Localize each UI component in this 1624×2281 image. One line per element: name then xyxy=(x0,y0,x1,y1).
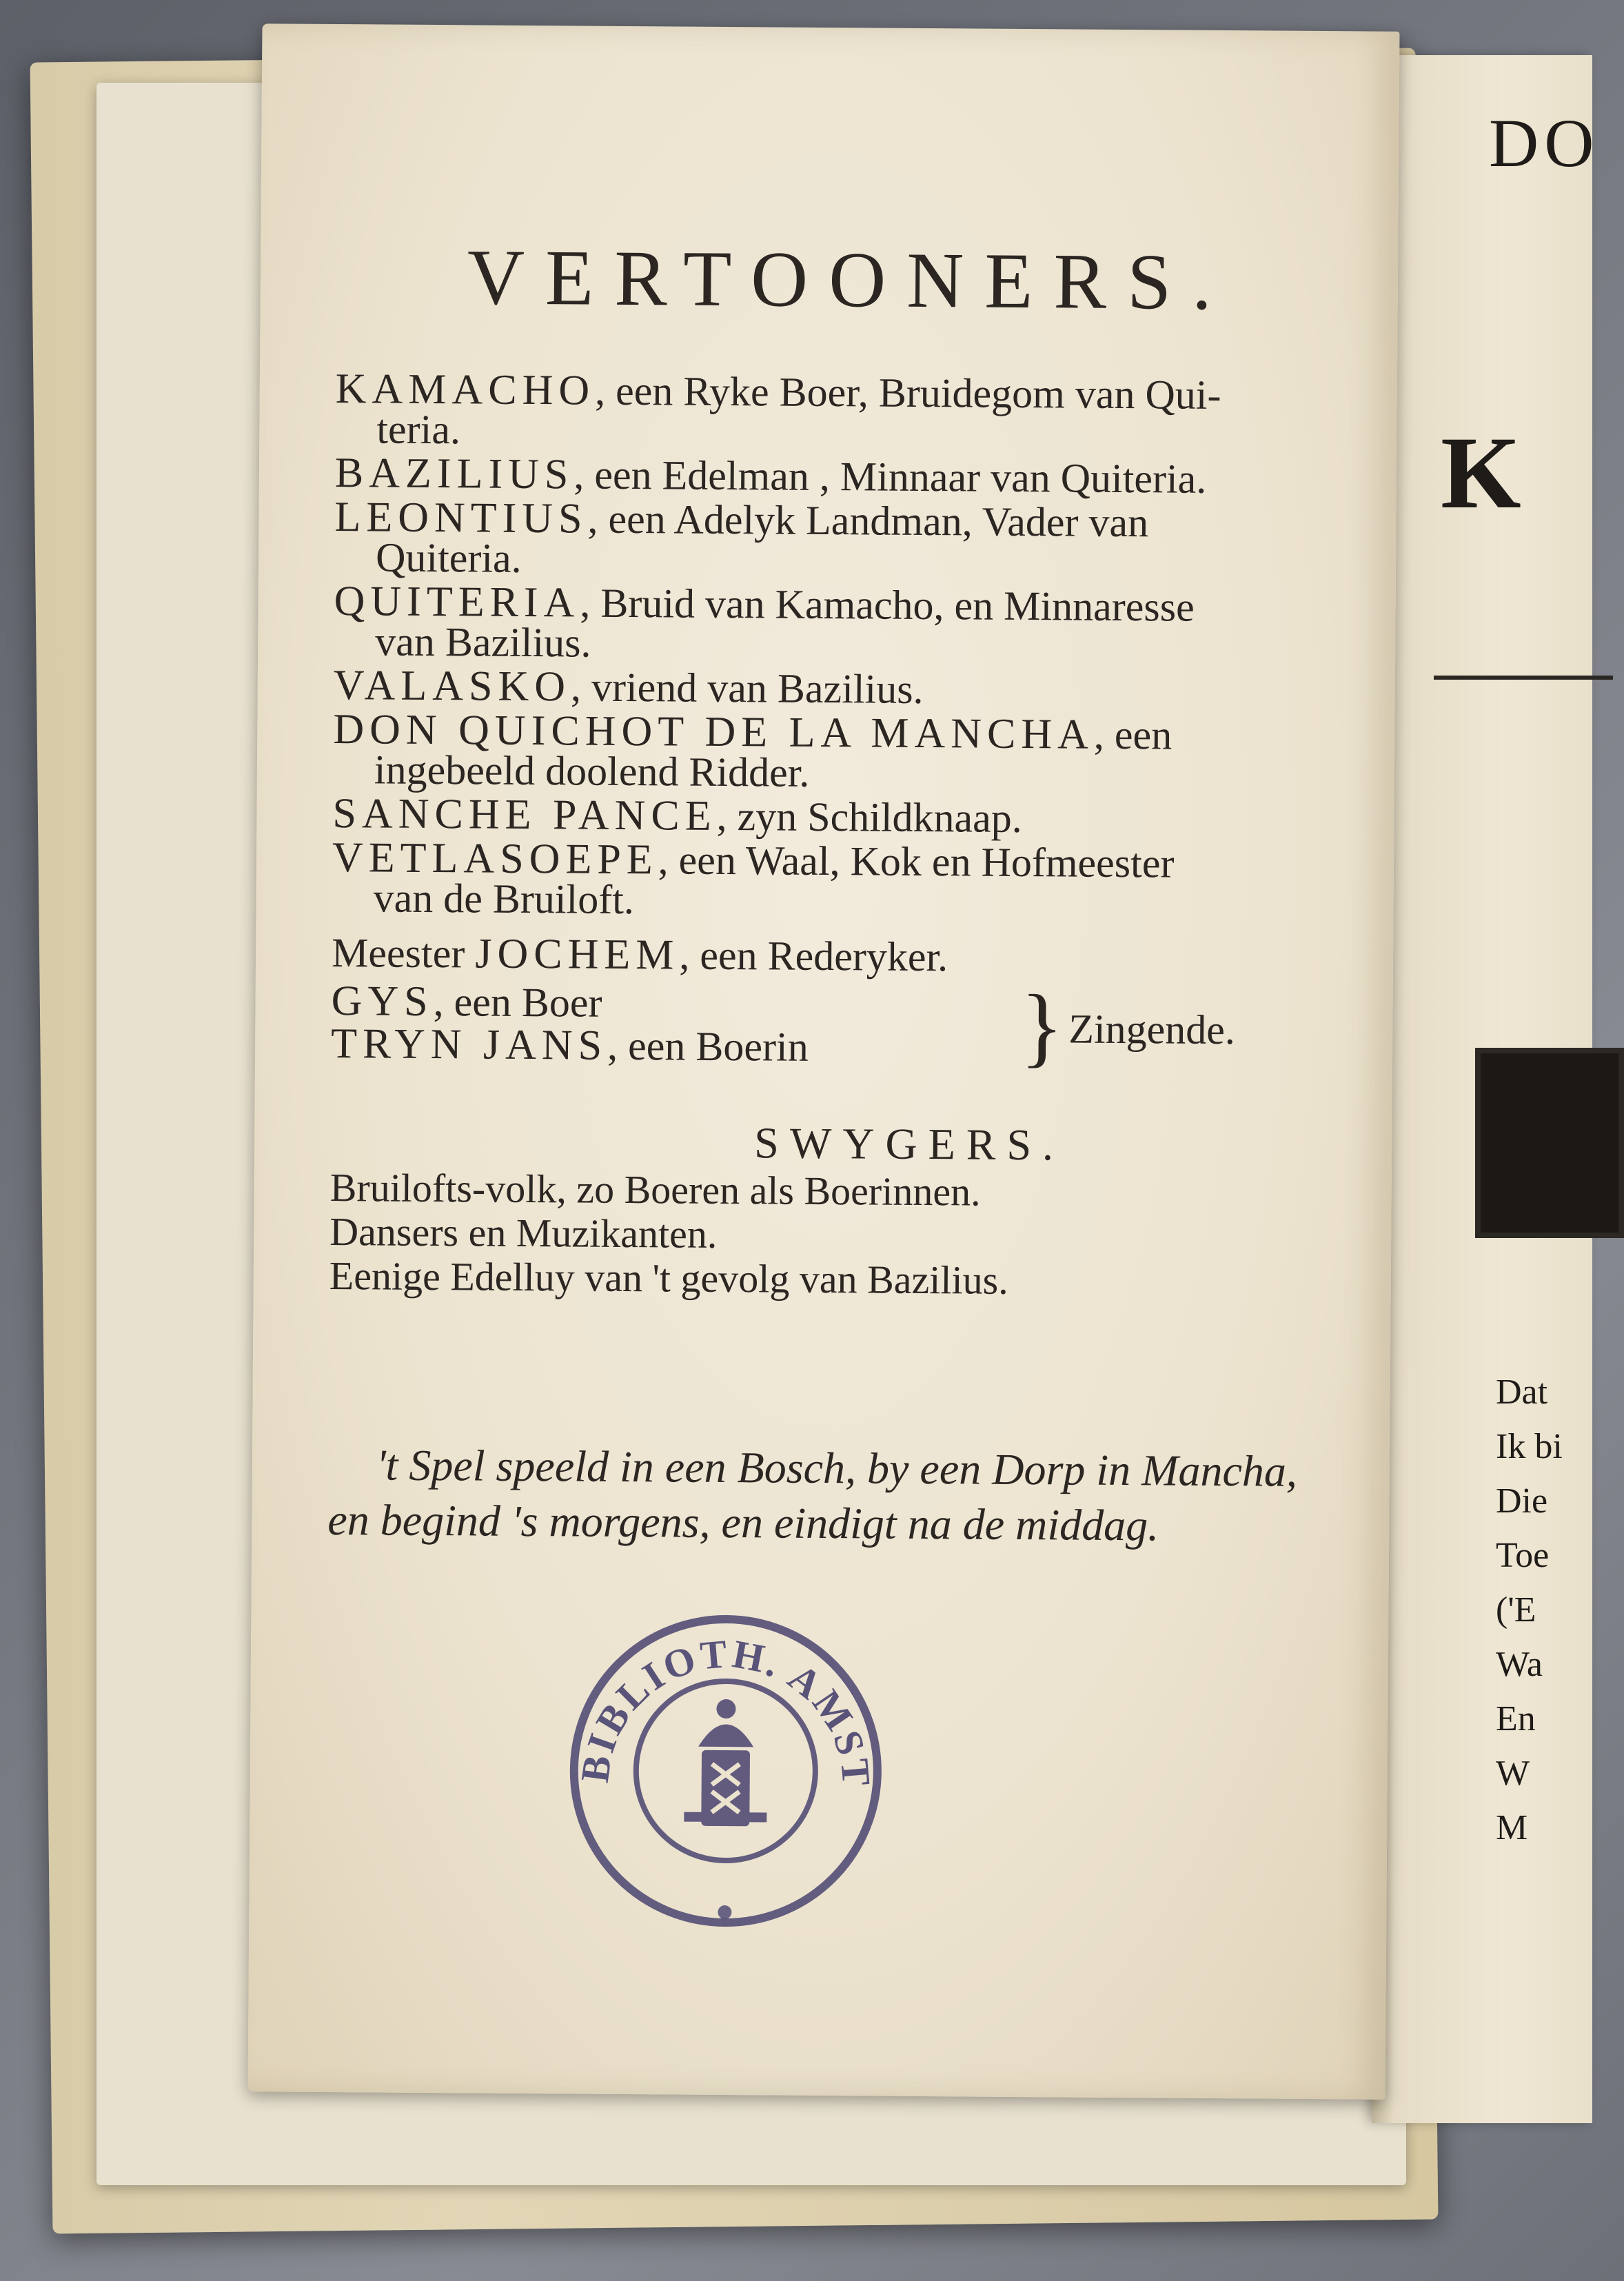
role-desc: , een Ryke Boer, Bruidegom van Qui- xyxy=(594,367,1221,418)
role-entry xyxy=(332,834,1380,925)
role-entry xyxy=(333,662,1381,713)
role-prefix: Meester xyxy=(331,930,476,977)
role-entry xyxy=(333,706,1381,797)
right-page-line: Ik bi xyxy=(1496,1427,1563,1466)
right-page-line: Wa xyxy=(1496,1645,1543,1684)
role-entry xyxy=(334,494,1383,585)
role-name: TRYN JANS xyxy=(330,1020,608,1069)
right-page-line: En xyxy=(1496,1699,1536,1738)
role-desc: , een Waal, Kok en Hofmeester xyxy=(658,837,1175,886)
role-name: KAMACHO xyxy=(335,365,596,414)
decorated-initial-block xyxy=(1475,1048,1624,1238)
role-desc: , een Rederyker. xyxy=(679,932,948,980)
role-entry xyxy=(332,790,1380,841)
right-page-line: Die xyxy=(1496,1481,1548,1521)
role-desc: , zyn Schildknaap. xyxy=(716,793,1023,841)
role-desc-cont: ingebeeld doolend Ridder. xyxy=(374,747,810,795)
stamp-graphic xyxy=(559,1604,892,1937)
setting-line: 't Spel speeld in een Bosch, by een Dorp in Mancha, xyxy=(376,1440,1298,1496)
role-entry xyxy=(334,578,1382,669)
role-desc: , een Edelman , Minnaar van Quiteria. xyxy=(574,452,1207,502)
role-name: LEONTIUS xyxy=(334,494,588,543)
right-page-line: M xyxy=(1496,1808,1528,1847)
singers-group xyxy=(330,976,1379,1077)
stamp-text: BIBLIOTH. AMSTELAED. xyxy=(571,1631,880,1790)
right-page-title-fragment: DO xyxy=(1489,105,1600,181)
right-page-line: Dat xyxy=(1496,1372,1548,1412)
role-desc-cont: teria. xyxy=(376,406,461,453)
role-desc-cont: Quiteria. xyxy=(375,534,522,581)
role-desc: , een Boerin xyxy=(607,1022,809,1070)
right-page-lines xyxy=(1496,1365,1563,1855)
swyger-item: Bruilofts-volk, zo Boeren als Boerinnen. xyxy=(329,1165,981,1215)
role-name: VALASKO xyxy=(333,662,571,711)
role-name: DON QUICHOT DE LA MANCHA xyxy=(333,706,1095,758)
swyger-item: Dansers en Muzikanten. xyxy=(329,1209,718,1257)
left-page xyxy=(248,23,1400,2099)
role-name: QUITERIA xyxy=(334,578,580,627)
role-entry xyxy=(335,365,1383,456)
role-name: JOCHEM xyxy=(475,930,680,979)
role-desc: , een Boer xyxy=(433,979,602,1026)
role-name: GYS xyxy=(331,977,434,1026)
role-name: SANCHE PANCE xyxy=(332,790,717,840)
right-page-line: W xyxy=(1496,1754,1530,1793)
right-page-rule xyxy=(1434,676,1613,680)
role-desc-cont: van Bazilius. xyxy=(375,618,591,666)
singers-label: Zingende. xyxy=(1068,1006,1236,1053)
singer-entry xyxy=(331,1020,809,1072)
swygers-heading: SWYGERS. xyxy=(754,1118,1065,1170)
role-desc: , Bruid van Kamacho, en Minnaresse xyxy=(580,580,1195,630)
right-page xyxy=(1372,55,1600,2123)
right-page-line: ('E xyxy=(1496,1590,1536,1630)
role-desc: , een Adelyk Landman, Vader van xyxy=(587,496,1149,546)
setting-note xyxy=(327,1437,1390,1555)
role-name: BAZILIUS xyxy=(334,449,574,498)
right-page-initial-letter: K xyxy=(1441,416,1521,530)
cast-list xyxy=(329,365,1383,1306)
library-stamp-seal xyxy=(559,1604,892,1937)
right-page-line: Toe xyxy=(1496,1536,1550,1575)
page-title: VERTOONERS. xyxy=(467,233,1233,327)
role-entry xyxy=(331,930,1379,980)
setting-line: en begind 's morgens, en eindigt na de middag. xyxy=(327,1494,1159,1550)
role-desc: , een xyxy=(1093,711,1173,758)
curly-brace: } xyxy=(1019,976,1064,1077)
role-desc-cont: van de Bruiloft. xyxy=(373,875,635,923)
role-desc: , vriend van Bazilius. xyxy=(570,664,924,712)
role-name: VETLASOEPE xyxy=(332,834,658,884)
swyger-item: Eenige Edelluy van 't gevolg van Bazilius. xyxy=(329,1253,1008,1303)
role-entry xyxy=(334,449,1383,502)
